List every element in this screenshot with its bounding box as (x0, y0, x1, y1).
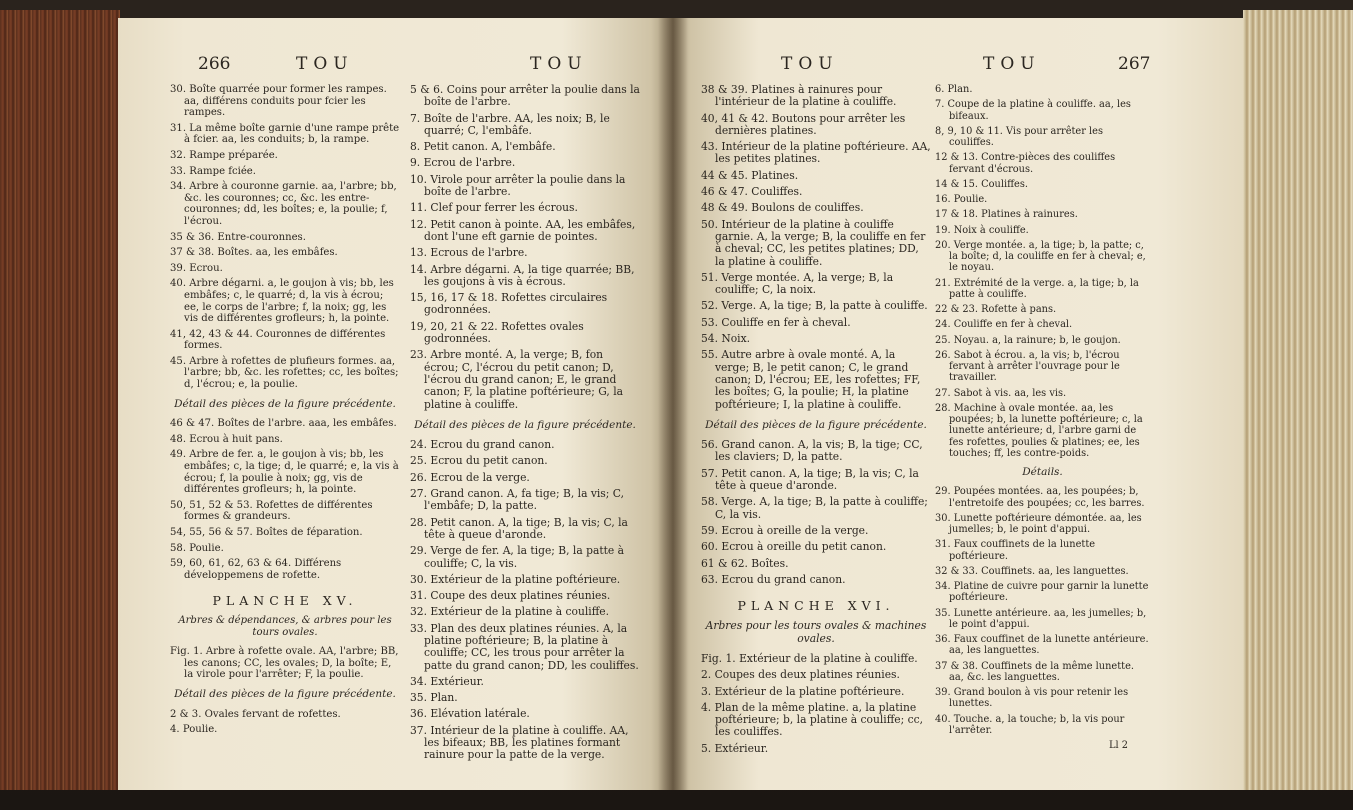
legend-entry: 36. Elévation latérale. (410, 707, 530, 721)
book-gutter (658, 18, 688, 790)
legend-entry: 50, 51, 52 & 53. Rofettes de différentes formes & grandeurs. (170, 499, 373, 523)
legend-entry: 23. Arbre monté. A, la verge; B, fon écrou; C, l'écrou du petit canon; D, l'écrou du grand canon; E, le grand canon; F, la platine poftérieure; G, la platine à couliffe. (410, 348, 623, 411)
legend-entry: 22 & 23. Rofette à pans. (935, 304, 1057, 315)
legend-entry: 33. Rampe fciée. (170, 165, 256, 177)
detail-heading: Détail des pièces de la figure précédente. (705, 418, 927, 431)
legend-entry: 53. Couliffe en fer à cheval. (701, 315, 851, 329)
legend-entry: 43. Intérieur de la platine poftérieure. AA, les petites platines. (701, 140, 931, 166)
left-column-a (170, 84, 400, 740)
legend-entry: 37 & 38. Boîtes. aa, les embâfes. (170, 247, 338, 259)
legend-entry: 39. Grand boulon à vis pour retenir les lunettes. (935, 687, 1129, 710)
legend-entry: 59, 60, 61, 62, 63 & 64. Différens développemens de rofette. (170, 558, 342, 581)
legend-entry: 31. Coupe des deux platines réunies. (410, 589, 611, 603)
legend-entry: 4. Plan de la même platine. a, la platine poftérieure; b, la platine à couliffe; cc, les couliffes. (701, 700, 923, 739)
legend-entry: 34. Arbre à couronne garnie. aa, l'arbre; bb, &c. les couronnes; cc, &c. les entre-couronnes; dd, les boîtes; e, la poulie; f, l'écrou. (170, 181, 397, 227)
legend-entry: 2. Coupes des deux platines réunies. (701, 668, 900, 682)
legend-entry: 19. Noix à couliffe. (935, 224, 1029, 236)
left-running-head-text-b: TOU (530, 54, 588, 74)
legend-entry: 44 & 45. Platines. (701, 168, 799, 182)
signature-mark: Ll 2 (1109, 740, 1128, 751)
legend-entry: 58. Verge. A, la tige; B, la patte à couliffe; C, la vis. (701, 495, 928, 521)
right-running-head-text-b: TOU (983, 54, 1041, 74)
legend-entry: 17 & 18. Platines à rainures. (935, 209, 1078, 221)
detail-heading: Détails. (1022, 466, 1063, 478)
legend-entry: 50. Intérieur de la platine à couliffe garnie. A, la verge; B, la couliffe en fer à cheval; CC, les petites platines; DD, la platine à couliffe. (701, 217, 926, 268)
legend-entry: 9. Ecrou de l'arbre. (410, 156, 516, 170)
legend-entry: 26. Ecrou de la verge. (410, 470, 530, 484)
book-page-edges-right (1243, 10, 1353, 790)
legend-entry: 45. Arbre à rofettes de plufieurs formes. aa, l'arbre; bb, &c. les rofettes; cc, les boîtes; d, l'écrou; e, la poulie. (170, 355, 399, 391)
left-running-head (118, 54, 673, 80)
legend-entry: 14. Arbre dégarni. A, la tige quarrée; BB, les goujons à vis à écrous. (410, 262, 635, 288)
plate-heading: PLANCHE XVI. (737, 598, 895, 614)
legend-entry: 2 & 3. Ovales fervant de rofettes. (170, 708, 341, 720)
legend-entry: 35. Plan. (410, 691, 458, 705)
legend-entry: 12. Petit canon à pointe. AA, les embâfes, dont l'une eft garnie de pointes. (410, 217, 636, 243)
detail-heading: Détail des pièces de la figure précédente. (174, 687, 396, 700)
legend-entry: 20. Verge montée. a, la tige; b, la patte; c, la boîte; d, la couliffe en fer à cheval; e, le noyau. (935, 239, 1146, 274)
legend-entry: 27. Grand canon. A, fa tige; B, la vis; C, l'embâfe; D, la patte. (410, 487, 624, 513)
legend-entry: 5. Extérieur. (701, 741, 769, 755)
left-column-b (410, 84, 640, 766)
legend-entry: 40, 41 & 42. Boutons pour arrêter les dernières platines. (701, 111, 906, 137)
legend-entry: 56. Grand canon. A, la vis; B, la tige; CC, les claviers; D, la patte. (701, 438, 923, 464)
legend-entry: 4. Poulie. (170, 724, 218, 736)
legend-entry: 14 & 15. Couliffes. (935, 178, 1028, 190)
left-page-number: 266 (198, 54, 231, 74)
plate-caption: Arbres pour les tours ovales & machines ovales. (705, 619, 927, 645)
legend-entry: 34. Platine de cuivre pour garnir la lunette poftérieure. (935, 581, 1149, 604)
legend-entry: 39. Ecrou. (170, 262, 223, 274)
legend-entry: 48 & 49. Boulons de couliffes. (701, 201, 864, 215)
plate-caption: Arbres & dépendances, & arbres pour les tours ovales. (178, 614, 392, 638)
plate-heading: PLANCHE XV. (212, 593, 358, 609)
legend-entry: 31. Faux couffinets de la lunette poftérieure. (935, 539, 1096, 562)
detail-heading: Détail des pièces de la figure précédente. (414, 418, 636, 431)
legend-entry: 30. Lunette poftérieure démontée. aa, les jumelles; b, le point d'appui. (935, 512, 1142, 535)
legend-entry: 60. Ecrou à oreille du petit canon. (701, 540, 887, 554)
detail-heading: Détail des pièces de la figure précédente. (174, 397, 396, 410)
legend-entry: 5 & 6. Coins pour arrêter la poulie dans la boîte de l'arbre. (410, 83, 640, 109)
left-page (118, 18, 673, 790)
legend-entry: 24. Couliffe en fer à cheval. (935, 319, 1073, 331)
legend-entry: 12 & 13. Contre-pièces des couliffes fervant d'écrous. (935, 152, 1116, 175)
legend-entry: Fig. 1. Arbre à rofette ovale. AA, l'arbre; BB, les canons; CC, les ovales; D, la boîte; E, la virole pour l'arrêter; F, la poulie. (170, 646, 399, 681)
legend-entry: 36. Faux couffinet de la lunette antérieure. aa, les languettes. (935, 634, 1149, 657)
legend-entry: 32. Extérieur de la platine à couliffe. (410, 605, 610, 619)
legend-entry: 52. Verge. A, la tige; B, la patte à couliffe. (701, 299, 928, 313)
legend-entry: 7. Boîte de l'arbre. AA, les noix; B, le quarré; C, l'embâfe. (410, 111, 610, 137)
legend-entry: 19, 20, 21 & 22. Rofettes ovales godronnées. (410, 319, 584, 346)
legend-entry: 58. Poulie. (170, 542, 224, 554)
legend-entry: 40. Touche. a, la touche; b, la vis pour l'arrêter. (935, 713, 1125, 736)
legend-entry: 16. Poulie. (935, 194, 988, 205)
legend-entry: 30. Extérieur de la platine poftérieure. (410, 572, 621, 586)
legend-entry: 35. Lunette antérieure. aa, les jumelles; b, le point d'appui. (935, 607, 1147, 630)
right-running-head-text: TOU (781, 54, 839, 74)
legend-entry: 25. Ecrou du petit canon. (410, 454, 548, 468)
left-running-head-text: TOU (296, 54, 354, 74)
legend-entry: 11. Clef pour ferrer les écrous. (410, 201, 578, 215)
legend-entry: 29. Verge de fer. A, la tige; B, la patte à couliffe; C, la vis. (410, 544, 625, 570)
right-page-number: 267 (1118, 54, 1151, 74)
legend-entry: 29. Poupées montées. aa, les poupées; b, l'entretoife des poupées; cc, les barres. (935, 486, 1145, 509)
right-column-a (701, 84, 931, 759)
legend-entry: 37. Intérieur de la platine à couliffe. AA, les bifeaux; BB, les platines formant rainure pour la patte de la verge. (410, 723, 629, 762)
legend-entry: 34. Extérieur. (410, 674, 484, 688)
legend-entry: 38 & 39. Platines à rainures pour l'intérieur de la platine à couliffe. (701, 83, 897, 109)
right-running-head (673, 54, 1243, 80)
legend-entry: 48. Ecrou à huit pans. (170, 433, 283, 445)
legend-entry: Fig. 1. Extérieur de la platine à couliffe. (701, 651, 918, 665)
legend-entry: 46 & 47. Boîtes de l'arbre. aaa, les embâfes. (170, 418, 397, 430)
legend-entry: 32 & 33. Couffinets. aa, les languettes. (935, 565, 1129, 577)
legend-entry: 27. Sabot à vis. aa, les vis. (935, 387, 1067, 399)
right-column-b (935, 84, 1150, 751)
legend-entry: 25. Noyau. a, la rainure; b, le goujon. (935, 334, 1121, 346)
legend-entry: 41, 42, 43 & 44. Couronnes de différentes formes. (170, 328, 386, 352)
legend-entry: 51. Verge montée. A, la verge; B, la couliffe; C, la noix. (701, 270, 894, 297)
legend-entry: 33. Plan des deux platines réunies. A, la platine poftérieure; B, la platine à couliffe; CC, les trous pour arrêter la patte du grand canon; DD, les couliffes. (410, 621, 639, 672)
legend-entry: 28. Petit canon. A, la tige; B, la vis; C, la tête à queue d'aronde. (410, 515, 628, 541)
legend-entry: 46 & 47. Couliffes. (701, 185, 803, 199)
legend-entry: 32. Rampe préparée. (170, 149, 278, 161)
legend-entry: 13. Ecrous de l'arbre. (410, 246, 528, 260)
legend-entry: 55. Autre arbre à ovale monté. A, la verge; B, le petit canon; C, le grand canon; D, l'écrou; EE, les rofettes; FF, les boîtes; G, la poulie; H, la platine poftérieure; I, la platine à couliffe. (701, 348, 921, 411)
legend-entry: 54, 55, 56 & 57. Boîtes de féparation. (170, 527, 363, 538)
legend-entry: 7. Coupe de la platine à couliffe. aa, les bifeaux. (935, 99, 1131, 122)
legend-entry: 10. Virole pour arrêter la poulie dans la boîte de l'arbre. (410, 172, 626, 199)
legend-entry: 31. La même boîte garnie d'une rampe prête à fcier. aa, les conduits; b, la rampe. (170, 122, 400, 146)
legend-entry: 28. Machine à ovale montée. aa, les poupées; b, la lunette poftérieure; c, la lunette antérieure; d, l'arbre garni de fes rofettes, poulies & platines; ee, les touches; ff, les contre-poids. (935, 402, 1143, 459)
legend-entry: 37 & 38. Couffinets de la même lunette. aa, &c. les languettes. (935, 660, 1134, 683)
legend-entry: 24. Ecrou du grand canon. (410, 438, 555, 452)
legend-entry: 6. Plan. (935, 84, 973, 95)
legend-entry: 57. Petit canon. A, la tige; B, la vis; C, la tête à queue d'aronde. (701, 466, 919, 493)
legend-entry: 15, 16, 17 & 18. Rofettes circulaires godronnées. (410, 291, 608, 317)
legend-entry: 54. Noix. (701, 332, 751, 346)
legend-entry: 59. Ecrou à oreille de la verge. (701, 523, 869, 537)
legend-entry: 3. Extérieur de la platine poftérieure. (701, 684, 905, 698)
legend-entry: 61 & 62. Boîtes. (701, 556, 789, 570)
legend-entry: 26. Sabot à écrou. a, la vis; b, l'écrou fervant à arrêter l'ouvrage pour le travailler. (935, 349, 1120, 384)
legend-entry: 21. Extrémité de la verge. a, la tige; b, la patte à couliffe. (935, 277, 1139, 300)
legend-entry: 49. Arbre de fer. a, le goujon à vis; bb, les embâfes; c, la tige; d, le quarré; e, la vis à écrou; f, la poulie à noix; gg, vis de différentes grofleurs; h, la pointe. (170, 449, 399, 496)
legend-entry: 8, 9, 10 & 11. Vis pour arrêter les couliffes. (935, 125, 1103, 148)
book-cover-edge-left (0, 10, 120, 790)
legend-entry: 40. Arbre dégarni. a, le goujon à vis; bb, les embâfes; c, le quarré; d, la vis à écrou; ee, le corps de l'arbre; f, la noix; gg, les vis de différentes grofleurs; h, la pointe. (170, 278, 394, 325)
legend-entry: 63. Ecrou du grand canon. (701, 572, 846, 586)
legend-entry: 35 & 36. Entre-couronnes. (170, 231, 306, 243)
legend-entry: 8. Petit canon. A, l'embâfe. (410, 140, 556, 154)
right-page (673, 18, 1243, 790)
legend-entry: 30. Boîte quarrée pour former les rampes. aa, différens conduits pour fcier les rampes. (170, 84, 387, 119)
